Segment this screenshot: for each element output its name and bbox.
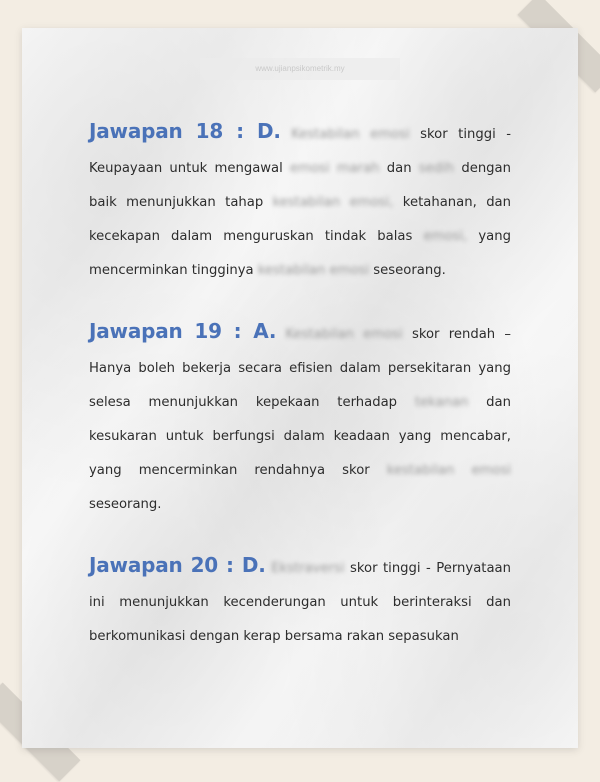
answer-text: skor tinggi - Keupayaan untuk mengawal	[89, 127, 511, 176]
answer-text: seseorang.	[89, 497, 162, 512]
answer-text: dengan baik menunjukkan tahap	[89, 161, 511, 210]
redacted-term: sedih	[418, 161, 455, 176]
redacted-term: kestabilan emosi	[257, 263, 370, 278]
answer-text: skor tinggi - Pernyataan ini menunjukkan kecenderungan untuk berinteraksi dan berkomunikasi dengan kerap bersama rakan sepasukan	[89, 561, 511, 644]
answer-heading: Jawapan 20 : D.	[89, 553, 266, 577]
watermark: www.ujianpsikometrik.my	[200, 58, 400, 80]
redacted-term: Kestabilan emosi	[291, 127, 410, 142]
redacted-term: emosi marah	[290, 161, 380, 176]
answer-text: skor rendah – Hanya boleh bekerja secara efisien dalam persekitaran yang selesa menunjukkan kepekaan terhadap	[89, 327, 511, 410]
redacted-term: Kestabilan emosi	[285, 327, 403, 342]
answer-text: yang mencerminkan tingginya	[89, 229, 511, 278]
redacted-term: Ekstraversi	[271, 561, 345, 576]
answers-content	[89, 114, 511, 654]
answer-18	[89, 114, 511, 288]
answer-text: dan	[379, 161, 419, 176]
redacted-term: kestabilan emosi	[386, 463, 512, 478]
answer-19	[89, 314, 511, 522]
paper-sheet	[22, 28, 578, 748]
answer-text: seseorang.	[369, 263, 446, 278]
redacted-term: tekanan	[414, 395, 469, 410]
answer-text: dan kesukaran untuk berfungsi dalam keadaan yang mencabar, yang mencerminkan rendahnya skor	[89, 395, 511, 478]
redacted-term: emosi,	[423, 229, 468, 244]
answer-heading: Jawapan 18 : D.	[89, 119, 281, 143]
answer-20	[89, 548, 511, 654]
answer-text: ketahanan, dan kecekapan dalam menguruskan tindak balas	[89, 195, 511, 244]
answer-heading: Jawapan 19 : A.	[89, 319, 277, 343]
redacted-term: kestabilan emosi,	[272, 195, 394, 210]
